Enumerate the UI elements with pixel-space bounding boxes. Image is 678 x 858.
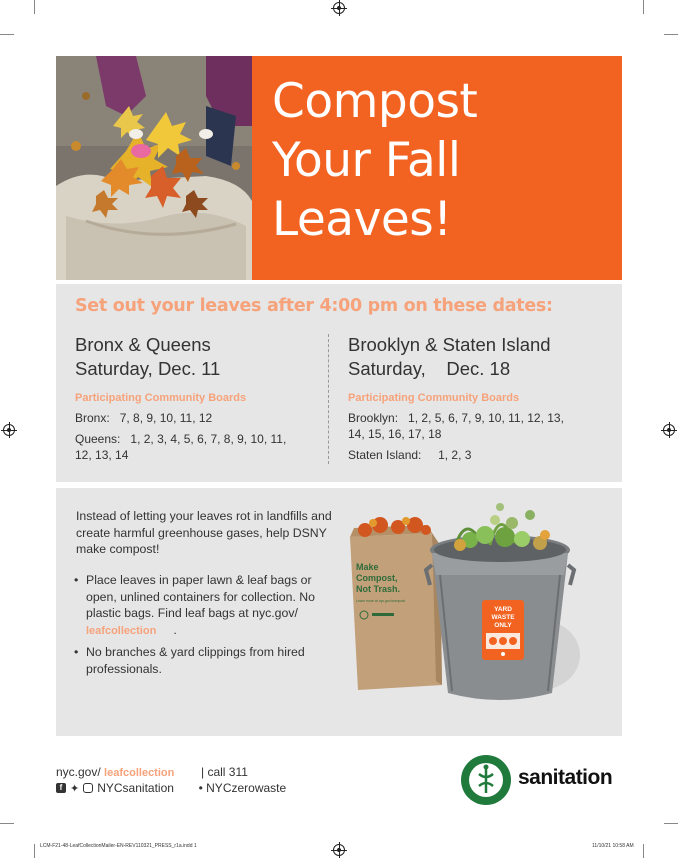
facebook-icon[interactable]: f	[56, 783, 66, 793]
crop-mark	[643, 844, 644, 858]
svg-text:Compost,: Compost,	[356, 573, 398, 583]
print-timestamp: 11/10/21 10:58 AM	[592, 843, 634, 849]
bullet-1	[74, 572, 326, 639]
board-values: 14, 15, 16, 17, 18	[348, 427, 442, 441]
svg-text:WASTE: WASTE	[491, 614, 515, 621]
right-region-name: Brooklyn & Staten Island	[348, 334, 551, 355]
print-slug: LCM-F21-48-LeafCollectionMailer-EN-REV110321_PRESS_r1a.indd 1	[40, 843, 197, 849]
sanitation-wordmark: sanitation	[518, 766, 613, 789]
bullet-2	[74, 644, 326, 677]
bullet-dot: •	[74, 573, 79, 587]
dates-heading: Set out your leaves after 4:00 pm on these dates:	[75, 296, 553, 316]
leaf-link-prefix: nyc.gov/	[252, 606, 298, 620]
crop-mark	[0, 34, 14, 35]
zerowaste-handle: • NYCzerowaste	[198, 781, 287, 795]
title-line: Your Fall	[272, 133, 461, 188]
board-label: Bronx:	[75, 411, 110, 425]
left-boards-label: Participating Community Boards	[75, 392, 247, 404]
board-line	[348, 447, 471, 464]
footer-url-prefix: nyc.gov/	[56, 765, 101, 779]
right-boards-label: Participating Community Boards	[348, 392, 520, 404]
board-line	[348, 410, 564, 427]
instagram-icon[interactable]	[83, 783, 93, 793]
registration-mark-icon	[663, 424, 675, 436]
board-line	[348, 426, 441, 443]
title-line: Leaves!	[272, 192, 452, 247]
registration-mark-icon	[3, 424, 15, 436]
footer-social-line	[56, 781, 286, 795]
footer-call: | call 311	[201, 765, 248, 779]
board-line	[75, 410, 212, 427]
svg-text:YARD: YARD	[494, 606, 512, 613]
board-values: 12, 13, 14	[75, 448, 129, 462]
registration-mark-icon	[333, 2, 345, 14]
intro-text: Instead of letting your leaves rot in landfills and create harmful greenhouse gases, help DSNY make compost!	[76, 509, 332, 556]
board-line	[75, 447, 128, 464]
svg-text:Not Trash.: Not Trash.	[356, 584, 401, 594]
right-collection-date	[348, 357, 510, 381]
board-values: 1, 2, 3	[438, 448, 472, 462]
crop-mark	[0, 823, 14, 824]
compost-bag-and-bin-illustration	[340, 495, 590, 710]
footer-leafcollection-link[interactable]: leafcollection	[104, 767, 175, 779]
leaves-in-bag-photo	[56, 56, 252, 280]
crop-mark	[34, 0, 35, 14]
hero-photo	[56, 56, 252, 280]
bag-text: Make	[356, 562, 379, 572]
svg-text:ONLY: ONLY	[494, 622, 512, 629]
date-value: Dec. 18	[446, 358, 511, 379]
left-collection-date: Saturday, Dec. 11	[75, 358, 221, 379]
crop-mark	[643, 0, 644, 14]
social-handle: NYCsanitation	[97, 781, 174, 795]
bullet-text: Place leaves in paper lawn & leaf bags or open, unlined containers for collection. No plastic bags. Find leaf bags at	[86, 573, 315, 620]
page-title	[272, 72, 612, 249]
crop-mark	[664, 823, 678, 824]
registration-mark-icon	[333, 844, 345, 856]
left-region-name: Bronx & Queens	[75, 334, 211, 355]
board-values: 1, 2, 5, 6, 7, 9, 10, 11, 12, 13,	[408, 411, 564, 425]
leafcollection-link[interactable]: leafcollection	[86, 624, 157, 637]
board-label: Brooklyn:	[348, 411, 399, 425]
crop-mark	[34, 844, 35, 858]
crop-mark	[664, 34, 678, 35]
board-line	[75, 431, 286, 448]
bullet-dot: •	[74, 645, 79, 659]
board-label: Staten Island:	[348, 448, 422, 462]
twitter-icon[interactable]: ✦	[70, 782, 80, 795]
board-label: Queens:	[75, 432, 121, 446]
bullet-end: .	[173, 622, 177, 637]
column-divider	[328, 334, 329, 464]
board-values: 7, 8, 9, 10, 11, 12	[119, 411, 213, 425]
bullet-text: No branches & yard clippings from hired professionals.	[86, 645, 305, 676]
board-values: 1, 2, 3, 4, 5, 6, 7, 8, 9, 10, 11,	[130, 432, 287, 446]
bag-small-text: Learn more at nyc.gov/compost	[356, 599, 406, 603]
dsny-seal-logo	[460, 754, 512, 806]
footer-url-line	[56, 765, 248, 779]
date-day: Saturday,	[348, 358, 426, 379]
title-line: Compost	[272, 74, 478, 129]
